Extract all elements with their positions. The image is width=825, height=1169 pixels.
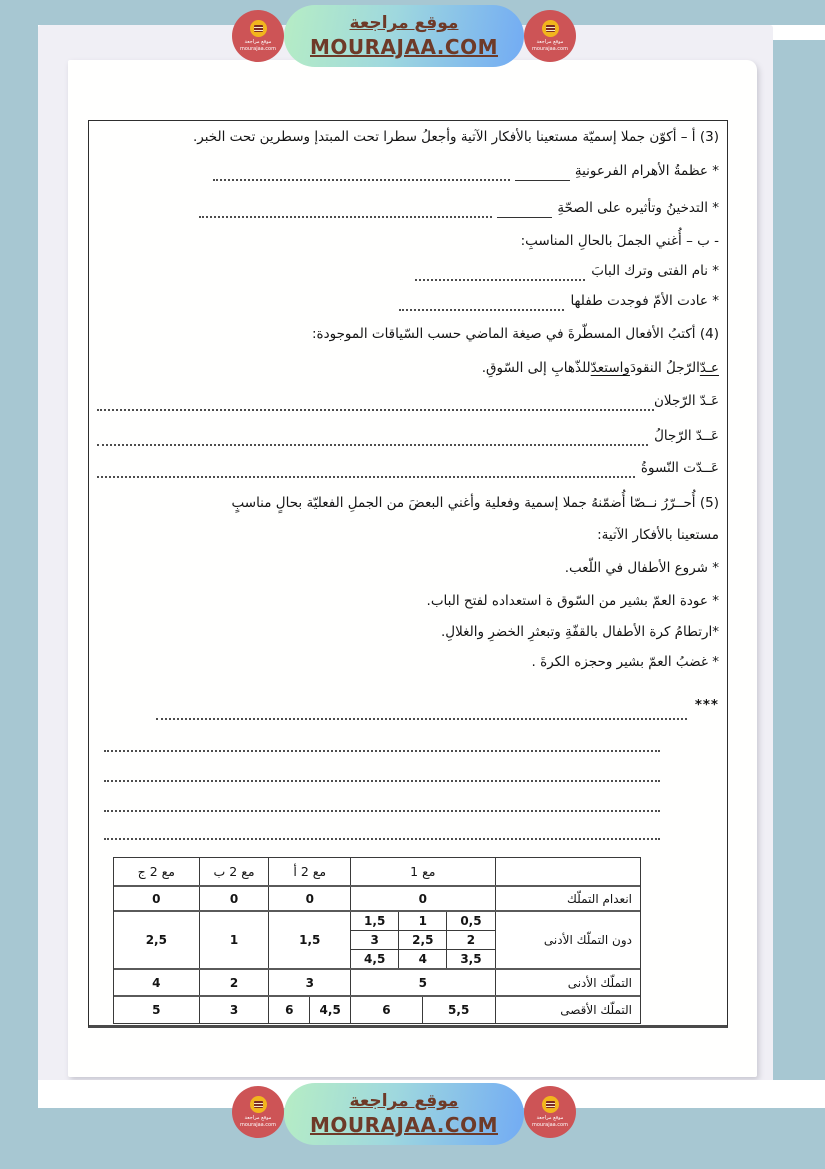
site-logo-badge (524, 1086, 576, 1138)
site-logo-badge (524, 10, 576, 62)
col-header-m2b: مع 2 ب (200, 858, 270, 885)
writing-line (97, 827, 719, 840)
row-label: التملّك الأدنى (567, 975, 632, 990)
writing-dots (156, 707, 687, 720)
site-domain[interactable]: MOURAJAA.COM (310, 1112, 498, 1137)
row-label: دون التملّك الأدنى (543, 933, 632, 947)
col-header-m2j: مع 2 ج (114, 858, 200, 885)
badge-text-domain: mourajaa.com (531, 1121, 568, 1128)
site-domain[interactable]: MOURAJAA.COM (310, 34, 498, 59)
badge-text-ar: موقع مراجعة (536, 1115, 564, 1121)
book-icon (546, 25, 555, 32)
answer-dots (399, 298, 564, 311)
writing-line (97, 799, 719, 812)
exercise-content-box (88, 120, 728, 1028)
answer-dots (213, 168, 510, 181)
qb-item-1: * نام الفتى وترك البابَ (97, 261, 719, 281)
answer-dots (97, 398, 654, 411)
badge-text-domain: mourajaa.com (239, 45, 276, 52)
site-logo-badge (232, 1086, 284, 1138)
table-header-row (114, 858, 640, 885)
q4-sentence: عـدّ الرّجلُ النقودَ واستعدّ للذّهابِ إلى السّوقِ. (481, 360, 719, 376)
writing-line (97, 739, 719, 752)
q4-title: (4) أكتبُ الأفعال المسطّرةَ في صيغة الماضي حسب السّياقات الموجودة: (311, 326, 719, 342)
badge-text-ar: موقع مراجعة (536, 39, 564, 45)
logo-circle (250, 20, 267, 37)
q3-item-1: * عظمةُ الأهرام الفرعونيةِ (97, 161, 719, 181)
writing-dots (104, 799, 660, 812)
writing-dots (104, 769, 660, 782)
row-label: التملّك الأقصى (560, 1003, 632, 1017)
m1-subgrid: 1,5 1 0,5 3 2,5 2 4,5 4 3,5 (351, 912, 495, 968)
col-header-empty (496, 858, 640, 885)
q4-answer-line-2: عَــدّ الرّجالُ (97, 426, 719, 446)
stars-separator: *** (694, 697, 719, 713)
separator-stars-line (97, 695, 719, 720)
q5-item-3: *ارتطامُ كرة الأطفال بالقفّةِ وتبعثرِ الخضرِ والغلالِ. (440, 624, 719, 640)
badge-text-domain: mourajaa.com (531, 45, 568, 52)
answer-dots (97, 433, 648, 446)
row-label: انعدام التملّك (567, 891, 632, 906)
site-logo-badge (232, 10, 284, 62)
underlined-verb-1: عـدّ (699, 360, 719, 376)
q4-answer-line-1: عَـدّ الرّجلان (97, 391, 719, 411)
answer-dots (97, 465, 635, 478)
q5-title-line-1: (5) أُحــرّرُ نــصّا أُضمّنهُ جملا إسمية وفعلية وأغني البعضَ من الجملِ الفعليّة بحالٍ مناسبٍ (231, 495, 719, 511)
table-row-max: 5 3 6 4,5 6 5,5 التملّك الأقصى (114, 995, 640, 1023)
writing-dots (104, 827, 660, 840)
qb-title: - ب – أُغني الجملَ بالحالِ المناسبِ: (520, 233, 719, 249)
table-row-below-min: 2,5 1 1,5 1,5 1 0,5 3 2,5 2 4,5 4 3,5 دون التملّك الأدنى (114, 910, 640, 968)
logo-circle (542, 20, 559, 37)
book-icon (254, 1101, 263, 1108)
badge-text-ar: موقع مراجعة (244, 39, 272, 45)
writing-dots (104, 739, 660, 752)
col-header-m1: مع 1 (351, 858, 495, 885)
table-row-none: 0 0 0 0 انعدام التملّك (114, 885, 640, 910)
q5-item-1: * شروع الأطفال في اللّعب. (564, 560, 719, 576)
col-header-m2a: مع 2 أ (269, 858, 351, 885)
answer-dots (199, 205, 492, 218)
qb-item-2: * عادت الأمّ فوجدت طفلها (97, 291, 719, 311)
header-site-link[interactable] (284, 5, 524, 67)
grading-table (113, 857, 641, 1024)
footer-site-link[interactable] (284, 1083, 524, 1145)
q3-item-2: * التدخينُ وتأثيره على الصحّةِ (97, 198, 719, 218)
q5-title-line-2: مستعينا بالأفكار الآتية: (597, 527, 719, 543)
logo-circle (250, 1096, 267, 1113)
q5-item-4: * غضبُ العمّ بشير وحجزه الكرةَ . (531, 654, 719, 670)
blank-line (497, 205, 552, 218)
writing-line (97, 769, 719, 782)
blank-line (515, 168, 570, 181)
q5-item-2: * عودة العمّ بشير من السّوق ة استعداده لفتح الباب. (426, 593, 719, 609)
badge-text-ar: موقع مراجعة (244, 1115, 272, 1121)
site-name-arabic[interactable]: موقع مراجعة (349, 13, 459, 34)
table-row-min: 4 2 3 5 التملّك الأدنى (114, 968, 640, 995)
q3-title: (3) أ – أكوّن جملا إسميّة مستعينا بالأفكار الآتية وأجعلُ سطرا تحت المبتدإ وسطرين تحت الخبر. (192, 129, 719, 145)
book-icon (254, 25, 263, 32)
book-icon (546, 1101, 555, 1108)
answer-dots (415, 268, 585, 281)
badge-text-domain: mourajaa.com (239, 1121, 276, 1128)
site-name-arabic[interactable]: موقع مراجعة (349, 1091, 459, 1112)
underlined-verb-2: واستعدّ (590, 360, 630, 376)
q4-answer-line-3: عَــدّت النّسوةُ (97, 458, 719, 478)
logo-circle (542, 1096, 559, 1113)
